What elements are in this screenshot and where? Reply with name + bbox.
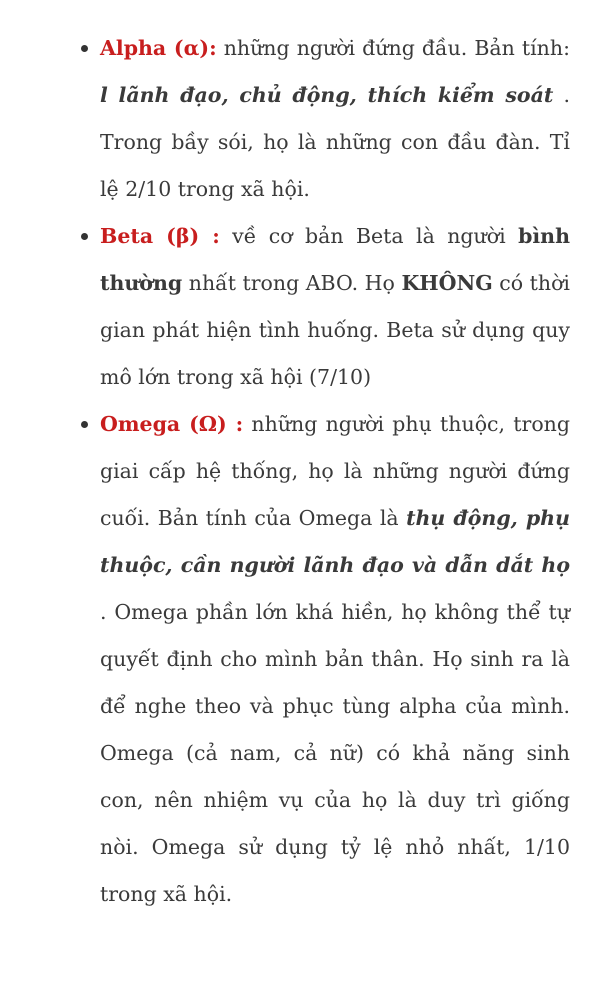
alpha-description: những người đứng đầu. Bản tính: [216, 36, 570, 60]
omega-description-cont: . Omega phần lớn khá hiền, họ không thể tự quyết định cho mình bản thân. Họ sinh ra là để nghe theo và phục tùng alpha của mình. Omega (cả nam, cả nữ) có khả năng sinh con, nên nhiệm vụ của họ là duy trì giống nòi. Omega sử dụng tỷ lệ nhỏ nhất, 1/10 trong xã hội. [100, 600, 570, 906]
beta-description-end: có thời gian phát hiện tình huống. Beta sử dụng quy mô lớn trong xã hội (7/10) [100, 271, 570, 389]
list-item-beta [100, 213, 570, 401]
alpha-traits: l lãnh đạo, chủ động, thích kiểm soát [100, 83, 554, 107]
beta-not: KHÔNG [401, 271, 493, 295]
term-omega: Omega (Ω) : [100, 412, 244, 436]
list-item-alpha [100, 25, 570, 213]
term-alpha: Alpha (α): [100, 36, 217, 60]
beta-description: về cơ bản Beta là người [219, 224, 519, 248]
omega-traits: thụ động, phụ thuộc, cần người lãnh đạo và dẫn dắt họ [100, 506, 570, 577]
list-item-omega [100, 401, 570, 918]
alpha-description-cont: . Trong bầy sói, họ là những con đầu đàn. Tỉ lệ 2/10 trong xã hội. [100, 83, 570, 201]
term-beta: Beta (β) : [100, 224, 220, 248]
beta-normal: bình thường [100, 224, 570, 295]
beta-description-cont: nhất trong ABO. Họ [182, 271, 402, 295]
omega-description: những người phụ thuộc, trong giai cấp hệ thống, họ là những người đứng cuối. Bản tính của Omega là [100, 412, 570, 530]
bullet-list [100, 25, 570, 918]
